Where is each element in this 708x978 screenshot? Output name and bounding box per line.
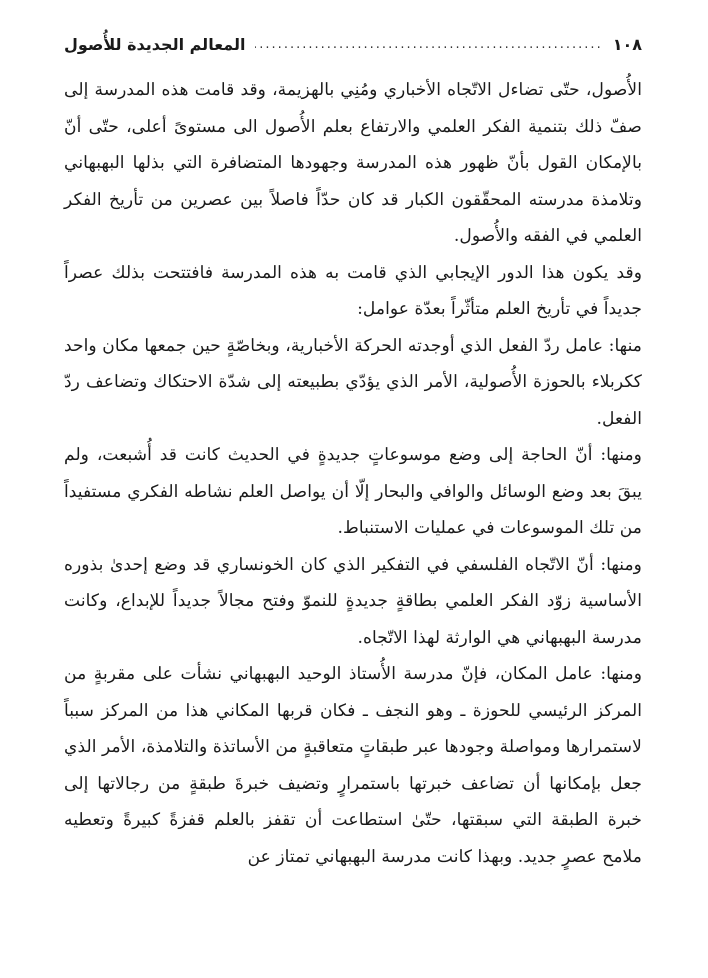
book-title: المعالم الجديدة للأُصول <box>64 34 246 54</box>
page-number: ١٠٨ <box>612 34 642 54</box>
paragraph-4: ومنها: أنّ الحاجة إلى وضع موسوعاتٍ جديدةٍ في الحديث كانت قد أُشبعت، ولم يبقَ بعد وضع الوسائل والوافي والبحار إلّا أن يواصل العلم نشاطه الفكري مستفيداً من تلك الموسوعات في عمليات الاستنباط. <box>64 445 642 538</box>
paragraph-3: منها: عامل ردّ الفعل الذي أوجدته الحركة الأخبارية، وبخاصّةٍ حين جمعها مكان واحد ككربلاء بالحوزة الأُصولية، الأمر الذي يؤدّي بطبيعته إلى شدّة الاحتكاك وتضاعف ردّ الفعل. <box>64 335 642 429</box>
dot-leader <box>255 37 602 52</box>
paragraph-2: وقد يكون هذا الدور الإيجابي الذي قامت به هذه المدرسة فافتتحت بذلك عصراً جديداً في تأريخ العلم متأثّراً بعدّة عوامل: <box>64 262 642 319</box>
paragraph-5: ومنها: أنّ الاتّجاه الفلسفي في التفكير الذي كان الخونساري قد وضع إحدىٰ بذوره الأساسية زوّد الفكر العلمي بطاقةٍ جديدةٍ للنموّ وفتح مجالاً جديداً للإبداع، وكانت مدرسة البهبهاني هي الوارثة لهذا الاتّجاه. <box>64 554 642 648</box>
book-page <box>64 28 642 968</box>
paragraph-1: الأُصول، حتّى تضاءل الاتّجاه الأخباري ومُنِي بالهزيمة، وقد قامت هذه المدرسة إلى صفّ ذلك بتنمية الفكر العلمي والارتفاع بعلم الأُصول الى مستوىً أعلى، حتّى أنّ بالإمكان القول بأنّ ظهور هذه المدرسة وجهودها المتضافرة التي بذلها البهبهاني وتلامذة مدرسته المحقّقون الكبار قد كان حدّاً فاصلاً بين عصرين من تأريخ الفكر العلمي في الفقه والأُصول. <box>64 80 642 246</box>
paragraph-6: ومنها: عامل المكان، فإنّ مدرسة الأُستاذ الوحيد البهبهاني نشأت على مقربةٍ من المركز الرئيسي للحوزة ـ وهو النجف ـ فكان قربها المكاني هذا من المركز سبباً لاستمرارها ومواصلة وجودها عبر طبقاتٍ متعاقبةٍ من الأساتذة والتلامذة، الأمر الذي جعل بإمكانها أن تضاعف خبرتها باستمرارٍ وتضيف خبرةَ طبقةٍ من رجالاتها إلى خبرة الطبقة التي سبقتها، حتّىٰ استطاعت أن تقفز بالعلم قفزةً كبيرةً وتعطيه ملامح عصرٍ جديد. وبهذا كانت مدرسة البهبهاني تمتاز عن <box>64 664 642 867</box>
body-text <box>64 72 642 875</box>
running-head <box>64 28 642 60</box>
